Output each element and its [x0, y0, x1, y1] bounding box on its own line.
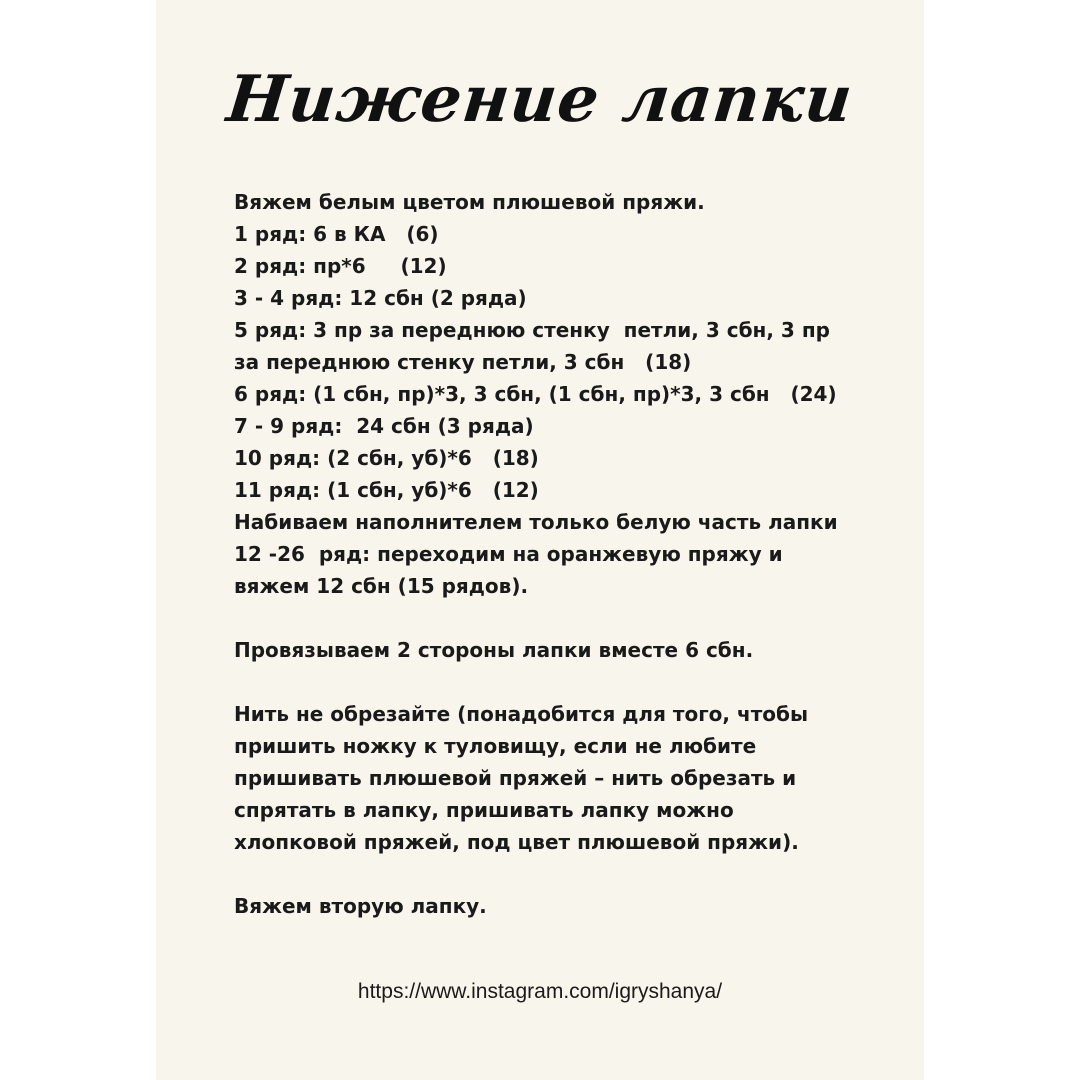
instruction-line: 12 -26 ряд: переходим на оранжевую пряжу и: [234, 542, 783, 566]
instruction-line: Вяжем белым цветом плюшевой пряжи.: [234, 190, 705, 214]
instruction-line: Провязываем 2 стороны лапки вместе 6 сбн.: [234, 638, 754, 662]
instruction-line: Вяжем вторую лапку.: [234, 894, 487, 918]
paragraph-gap: [234, 602, 904, 634]
paragraph-gap: [234, 666, 904, 698]
instruction-line: 7 - 9 ряд: 24 сбн (3 ряда): [234, 414, 534, 438]
instruction-line: за переднюю стенку петли, 3 сбн (18): [234, 350, 692, 374]
instruction-line: Набиваем наполнителем только белую часть лапки: [234, 510, 838, 534]
instruction-line: Нить не обрезайте (понадобится для того, чтобы: [234, 702, 809, 726]
instruction-line: 1 ряд: 6 в КА (6): [234, 222, 439, 246]
instruction-line: хлопковой пряжей, под цвет плюшевой пряжи).: [234, 830, 799, 854]
instruction-line: пришивать плюшевой пряжей – нить обрезать и: [234, 766, 797, 790]
instruction-line: вяжем 12 сбн (15 рядов).: [234, 574, 529, 598]
instruction-line: 3 - 4 ряд: 12 сбн (2 ряда): [234, 286, 527, 310]
page-title: Нижение лапки: [223, 62, 857, 137]
pattern-card: [156, 0, 924, 1080]
paragraph-gap: [234, 858, 904, 890]
instruction-line: 11 ряд: (1 сбн, уб)*6 (12): [234, 478, 539, 502]
instruction-line: 2 ряд: пр*6 (12): [234, 254, 447, 278]
instruction-line: 5 ряд: 3 пр за переднюю стенку петли, 3 сбн, 3 пр: [234, 318, 830, 342]
instructions-body: [234, 186, 904, 922]
instruction-line: 6 ряд: (1 сбн, пр)*3, 3 сбн, (1 сбн, пр)*3, 3 сбн (24): [234, 382, 837, 406]
instruction-line: пришить ножку к туловищу, если не любите: [234, 734, 757, 758]
instagram-link[interactable]: https://www.instagram.com/igryshanya/: [357, 980, 723, 1003]
instruction-line: 10 ряд: (2 сбн, уб)*6 (18): [234, 446, 539, 470]
instruction-line: спрятать в лапку, пришивать лапку можно: [234, 798, 734, 822]
